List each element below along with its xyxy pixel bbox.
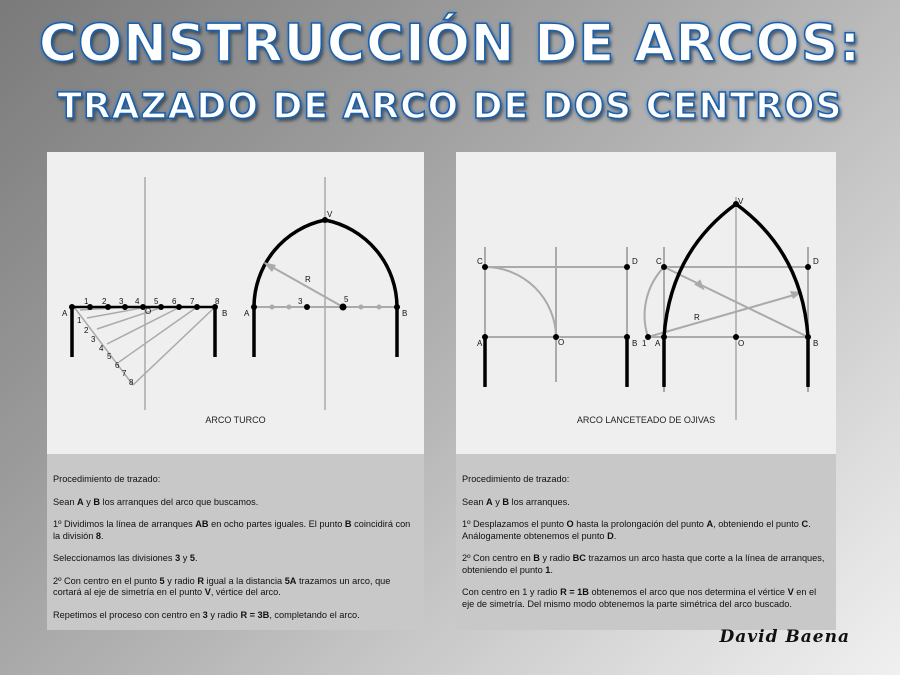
svg-text:2: 2 xyxy=(84,326,89,335)
right-procedure xyxy=(456,454,836,630)
left-diagram-caption: ARCO TURCO xyxy=(205,415,266,425)
label-b-left: B xyxy=(222,309,228,318)
label-3-turco: 3 xyxy=(298,297,303,306)
label-1-main: 1 xyxy=(642,339,647,348)
label-v-main: V xyxy=(738,197,744,206)
label-o-left: O xyxy=(145,307,152,316)
right-step-3: 2º Con centro en B y radio BC trazamos un arco hasta que corte a la línea de arranques, obteniendo el punto 1. xyxy=(462,553,825,575)
label-r-main: R xyxy=(694,313,700,322)
left-step-5: Repetimos el proceso con centro en 3 y radio R = 3B, completando el arco. xyxy=(53,609,360,620)
label-o-small: O xyxy=(558,338,565,347)
page-title: CONSTRUCCIÓN DE ARCOS: xyxy=(38,14,862,74)
svg-text:6: 6 xyxy=(115,361,120,370)
arco-lanceteado-diagram xyxy=(456,152,836,452)
svg-text:2: 2 xyxy=(102,297,107,306)
label-a-main: A xyxy=(655,339,661,348)
svg-text:1: 1 xyxy=(84,297,89,306)
arco-turco-diagram xyxy=(47,152,424,452)
svg-text:5: 5 xyxy=(154,297,159,306)
left-procedure xyxy=(47,454,424,630)
label-5-turco: 5 xyxy=(344,295,349,304)
svg-text:4: 4 xyxy=(99,344,104,353)
right-step-4: Con centro en 1 y radio R = 1B obtenemos el arco que nos determina el vértice V en el eje de simetría. Del mismo modo obtenemos la parte simétrica del arco buscado. xyxy=(462,587,817,609)
left-heading: Procedimiento de trazado: xyxy=(53,474,161,484)
svg-text:7: 7 xyxy=(122,369,127,378)
right-heading: Procedimiento de trazado: xyxy=(462,474,570,484)
label-a-small: A xyxy=(477,339,483,348)
svg-text:4: 4 xyxy=(135,297,140,306)
right-step-2: 1º Desplazamos el punto O hasta la prolongación del punto A, obteniendo el punto C. Análogamente obtenemos el punto D. xyxy=(462,519,811,541)
left-step-3: Seleccionamos las divisiones 3 y 5. xyxy=(53,553,198,563)
svg-text:8: 8 xyxy=(215,297,220,306)
label-c-small: C xyxy=(477,257,483,266)
left-step-2: 1º Dividimos la línea de arranques AB en ocho partes iguales. El punto B coincidirá con la división 8. xyxy=(53,519,411,541)
svg-text:8: 8 xyxy=(129,378,134,387)
left-panel xyxy=(47,152,424,630)
label-r-turco: R xyxy=(305,275,311,284)
top-division-labels xyxy=(84,297,220,306)
label-b-turco: B xyxy=(402,309,408,318)
svg-text:1: 1 xyxy=(77,316,82,325)
left-step-4: 2º Con centro en el punto 5 y radio R igual a la distancia 5A trazamos un arco, que cortará al eje de simetría en el punto V, vértice del arco. xyxy=(53,575,391,597)
svg-text:3: 3 xyxy=(119,297,124,306)
label-b-small: B xyxy=(632,339,638,348)
label-c-main: C xyxy=(656,257,662,266)
label-a-turco: A xyxy=(244,309,250,318)
label-v-turco: V xyxy=(327,210,333,219)
label-b-main: B xyxy=(813,339,819,348)
label-o-main: O xyxy=(738,339,745,348)
right-diagram-caption: ARCO LANCETEADO DE OJIVAS xyxy=(576,415,716,425)
svg-text:3: 3 xyxy=(91,335,96,344)
label-d-main: D xyxy=(813,257,819,266)
svg-text:5: 5 xyxy=(107,352,112,361)
page-subtitle: TRAZADO DE ARCO DE DOS CENTROS xyxy=(57,86,843,127)
svg-text:7: 7 xyxy=(190,297,195,306)
label-d-small: D xyxy=(632,257,638,266)
right-step-1: Sean A y B los arranques. xyxy=(462,496,570,507)
label-a-left: A xyxy=(62,309,68,318)
right-panel xyxy=(456,152,836,630)
svg-text:6: 6 xyxy=(172,297,177,306)
author-signature: David Baena xyxy=(719,627,850,647)
left-step-1: Sean A y B los arranques del arco que buscamos. xyxy=(53,496,259,507)
